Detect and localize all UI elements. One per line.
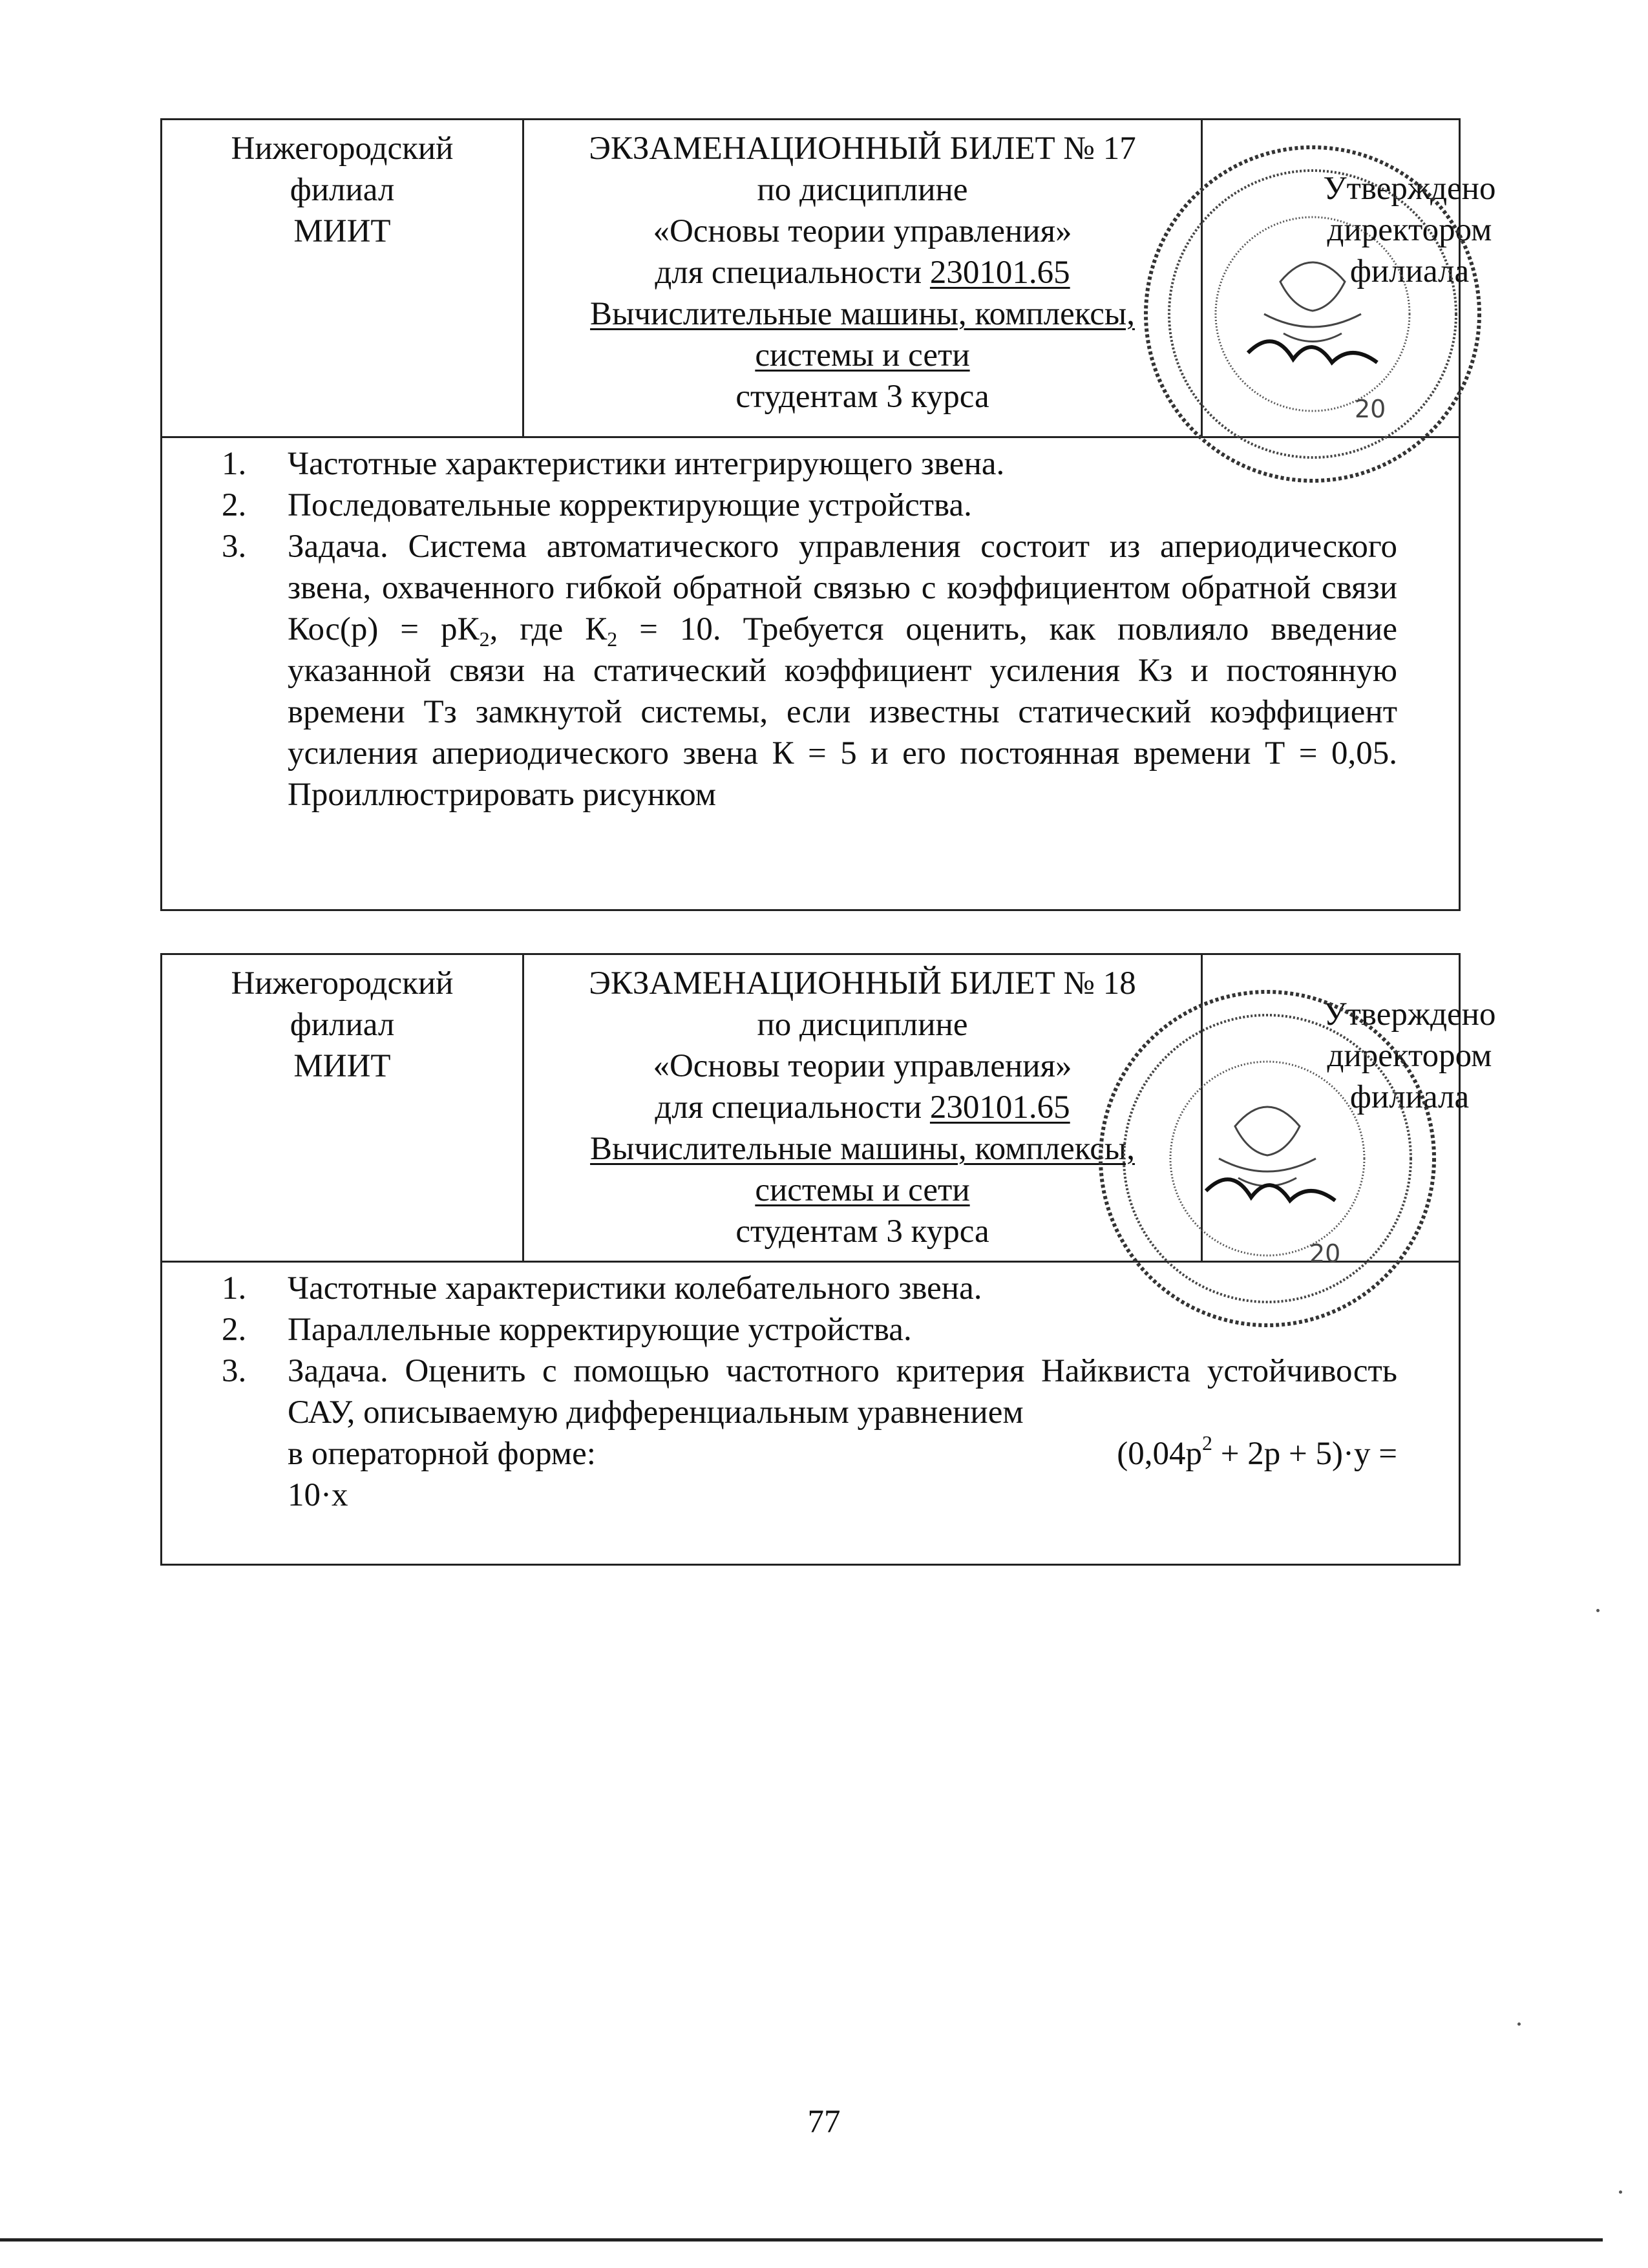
approved-line-1: Утверждено	[1323, 171, 1496, 207]
task-text-part-c: = 10. Требуется оценить, как повлияло введение указанной связи на статический коэффициент усиления Кз и постоянную времени Тз замкнутой системы, если известны статический коэффициент усиления апериодического звена К = 5 и его постоянная времени Т = 0,05. Проиллюстрировать рисунком	[288, 611, 1397, 813]
question-text: Параллельные корректирующие устройства.	[288, 1312, 912, 1348]
students-line: студентам 3 курса	[735, 379, 989, 415]
stamp-year: 20	[1355, 395, 1386, 423]
branch-line-2: филиал	[290, 172, 395, 208]
discipline-name: «Основы теории управления»	[653, 1048, 1072, 1084]
specialty-prefix: для специальности	[655, 1089, 930, 1126]
question-item	[214, 443, 1397, 485]
question-item	[214, 1350, 1397, 1516]
page-number: 77	[807, 2104, 841, 2140]
task-text-part-a: Задача. Система автоматического управления состоит из апериодического звена, охваченного гибкой обратной связью с коэффициентом обратной связи Кос(р) = рК	[288, 529, 1397, 647]
discipline-prefix: по дисциплине	[757, 172, 968, 208]
ticket-header	[162, 955, 1459, 1263]
equation-right: 10·х	[288, 1477, 348, 1513]
task-text-part-a: Задача. Оценить с помощью частотного критерия Найквиста устойчивость САУ, описываемую дифференциальным уравнением	[288, 1353, 1397, 1431]
bottom-scan-edge	[0, 2238, 1603, 2242]
stamp-year: 20	[1309, 1239, 1341, 1268]
question-item	[214, 485, 1397, 526]
approval-text	[1287, 994, 1532, 1118]
subscript-2: 2	[607, 627, 618, 651]
exam-ticket-17	[160, 118, 1496, 911]
formula-part-a: (0,04р	[1117, 1436, 1202, 1472]
title-cell	[524, 955, 1203, 1261]
question-number: 1.	[222, 446, 247, 482]
discipline-prefix: по дисциплине	[757, 1007, 968, 1043]
specialty-name-1: Вычислительные машины, комплексы,	[590, 296, 1135, 332]
ticket-questions	[162, 1263, 1459, 1516]
task-text-part-b: , где К	[489, 611, 607, 647]
specialty-code: 230101.65	[929, 255, 1070, 291]
equation-left	[1117, 1433, 1397, 1475]
specialty-line	[524, 1087, 1201, 1128]
question-number: 3.	[222, 1353, 247, 1389]
branch-line-3: МИИТ	[293, 213, 391, 249]
specialty-code: 230101.65	[929, 1089, 1070, 1126]
branch-line-2: филиал	[290, 1007, 395, 1043]
question-number: 1.	[222, 1270, 247, 1307]
question-text: Последовательные корректирующие устройства.	[288, 487, 972, 523]
branch-line-1: Нижегородский	[231, 131, 454, 167]
approved-line-1: Утверждено	[1323, 996, 1496, 1033]
students-line: студентам 3 курса	[735, 1213, 989, 1250]
specialty-name-2: системы и сети	[755, 337, 970, 373]
exam-ticket-18	[160, 953, 1496, 1566]
approved-line-3: филиала	[1349, 253, 1470, 289]
formula-line	[288, 1433, 1397, 1475]
specialty-prefix: для специальности	[655, 255, 930, 291]
approved-line-3: филиала	[1349, 1079, 1470, 1115]
ticket-header	[162, 120, 1459, 438]
question-text-task	[288, 526, 1397, 815]
title-cell	[524, 120, 1203, 436]
ticket-title: ЭКЗАМЕНАЦИОННЫЙ БИЛЕТ № 18	[589, 965, 1136, 1002]
ticket-title: ЭКЗАМЕНАЦИОННЫЙ БИЛЕТ № 17	[589, 131, 1136, 167]
question-text: Частотные характеристики колебательного звена.	[288, 1270, 982, 1307]
branch-cell	[162, 120, 524, 436]
question-number: 2.	[222, 1312, 247, 1348]
question-item	[214, 1309, 1397, 1350]
subscript-2: 2	[479, 627, 490, 651]
question-text-task	[288, 1350, 1397, 1516]
question-item	[214, 526, 1397, 815]
specialty-line	[524, 252, 1201, 293]
question-item	[214, 1268, 1397, 1309]
question-number: 3.	[222, 529, 247, 565]
branch-line-1: Нижегородский	[231, 965, 454, 1002]
scan-speck	[1596, 1609, 1600, 1612]
question-number: 2.	[222, 487, 247, 523]
formula-part-b: + 2р + 5)·у =	[1212, 1436, 1397, 1472]
scan-speck	[1517, 2022, 1521, 2026]
superscript-2: 2	[1201, 1431, 1212, 1454]
approval-text	[1287, 168, 1532, 292]
task-text-part-b: в операторной форме:	[288, 1436, 596, 1472]
approved-line-2: директором	[1327, 212, 1492, 248]
branch-line-3: МИИТ	[293, 1048, 391, 1084]
question-text: Частотные характеристики интегрирующего звена.	[288, 446, 1005, 482]
specialty-name-1: Вычислительные машины, комплексы,	[590, 1131, 1135, 1167]
discipline-name: «Основы теории управления»	[653, 213, 1072, 249]
ticket-questions	[162, 438, 1459, 815]
approved-line-2: директором	[1327, 1038, 1492, 1074]
branch-cell	[162, 955, 524, 1261]
scan-speck	[1619, 2190, 1622, 2194]
specialty-name-2: системы и сети	[755, 1172, 970, 1208]
